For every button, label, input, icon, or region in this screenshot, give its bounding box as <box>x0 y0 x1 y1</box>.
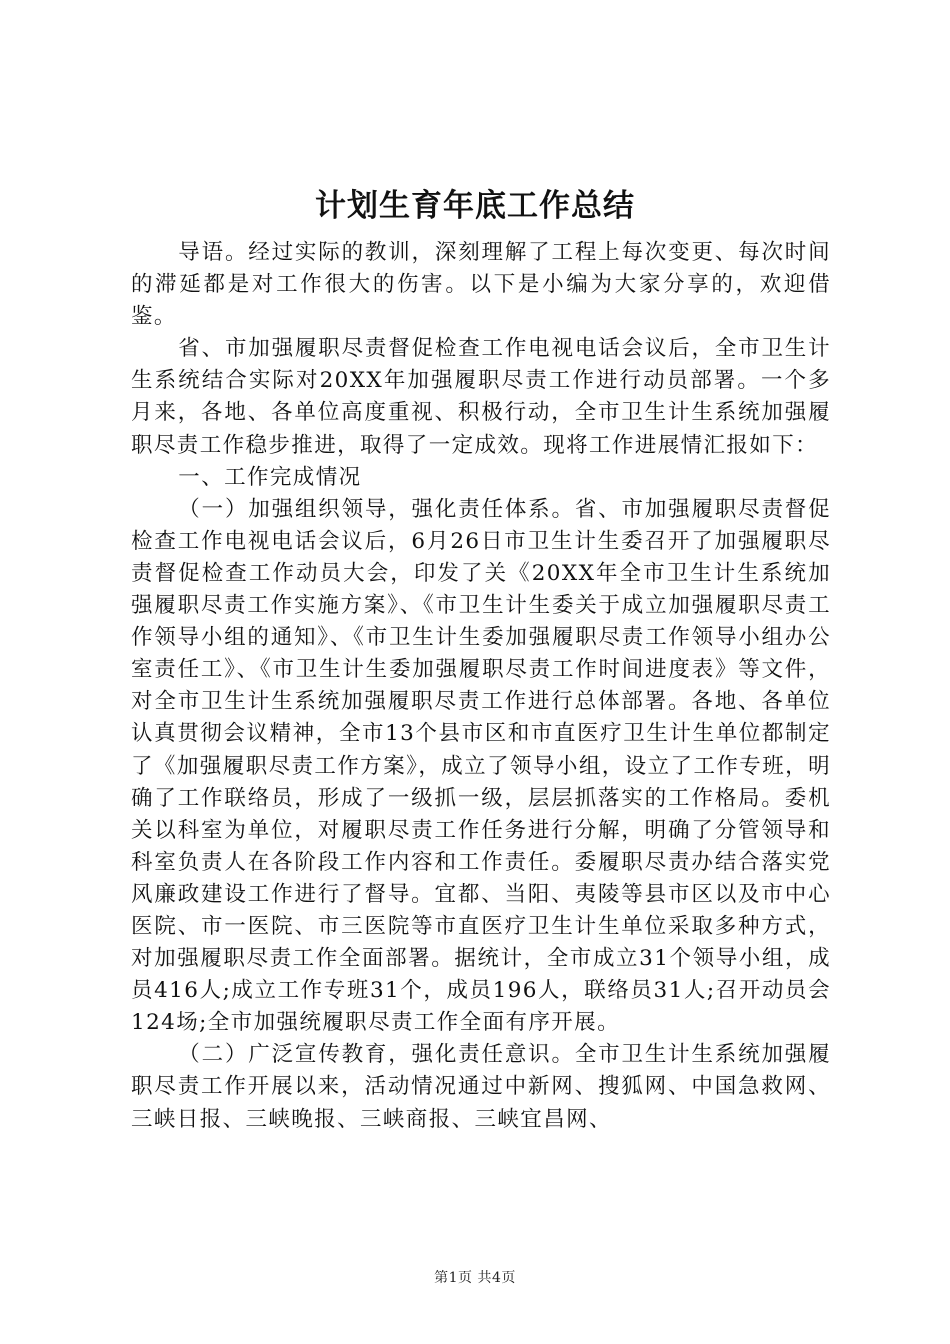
page-number-footer: 第1页 共4页 <box>434 1270 516 1286</box>
body-paragraph: 省、市加强履职尽责督促检查工作电视电话会议后，全市卫生计生系统结合实际对20XX年加强履职尽责工作进行动员部署。一个多月来，各地、各单位高度重视、积极行动，全市卫生计生系统加强履职尽责工作稳步推进，取得了一定成效。现将工作进展情汇报如下： <box>131 336 831 458</box>
document-body <box>131 237 831 1136</box>
intro-paragraph: 导语。经过实际的教训，深刻理解了工程上每次变更、每次时间的滞延都是对工作很大的伤害。以下是小编为大家分享的，欢迎借鉴。 <box>131 240 831 330</box>
section-heading: 一、工作完成情况 <box>178 464 362 490</box>
body-paragraph: （二）广泛宣传教育，强化责任意识。全市卫生计生系统加强履职尽责工作开展以来，活动情况通过中新网、搜狐网、中国急救网、三峡日报、三峡晚报、三峡商报、三峡宜昌网、 <box>131 1042 831 1132</box>
body-paragraph: （一）加强组织领导，强化责任体系。省、市加强履职尽责督促检查工作电视电话会议后，6月26日市卫生计生委召开了加强履职尽责督促检查工作动员大会，印发了关《20XX年全市卫生计生系统加强履职尽责工作实施方案》、《市卫生计生委关于成立加强履职尽责工作领导小组的通知》、《市卫生计生委加强履职尽责工作领导小组办公室责任工》、《市卫生计生委加强履职尽责工作时间进度表》等文件，对全市卫生计生系统加强履职尽责工作进行总体部署。各地、各单位认真贯彻会议精神，全市13个县市区和市直医疗卫生计生单位都制定了《加强履职尽责工作方案》，成立了领导小组，设立了工作专班，明确了工作联络员，形成了一级抓一级，层层抓落实的工作格局。委机关以科室为单位，对履职尽责工作任务进行分解，明确了分管领导和科室负责人在各阶段工作内容和工作责任。委履职尽责办结合落实党风廉政建设工作进行了督导。宜都、当阳、夷陵等县市区以及市中心医院、市一医院、市三医院等市直医疗卫生计生单位采取多种方式，对加强履职尽责工作全面部署。据统计，全市成立31个领导小组，成员416人;成立工作专班31个，成员196人，联络员31人;召开动员会124场;全市加强统履职尽责工作全面有序开展。 <box>131 496 831 1036</box>
document-title: 计划生育年底工作总结 <box>315 188 635 224</box>
